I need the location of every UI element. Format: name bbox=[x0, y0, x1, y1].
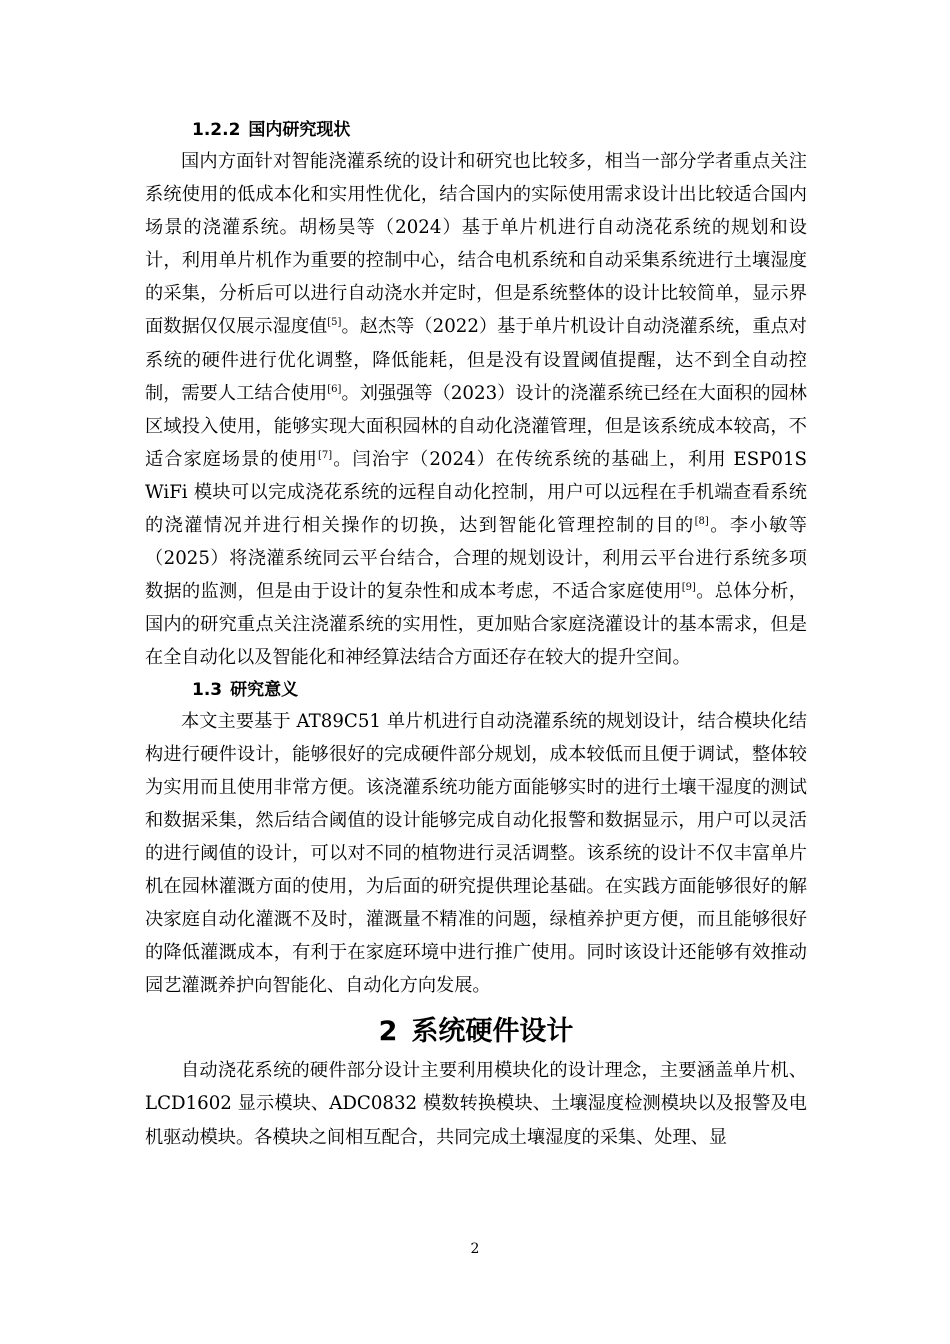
section-number: 1.3 bbox=[192, 679, 223, 700]
page-content bbox=[145, 115, 807, 1154]
text-run: 国内方面针对智能浇灌系统的设计和研究也比较多，相当一部分学者重点关注系统使用的低成本化和实用性优化，结合国内的实际使用需求设计出比较适合国内场景的浇灌系统。胡杨昊等（2024）基于单片机进行自动浇花系统的规划和设计，利用单片机作为重要的控制中心，结合电机系统和自动采集系统进行土壤湿度的采集，分析后可以进行自动浇水并定时，但是系统整体的设计比较简单，显示界面数据仅仅展示湿度值 bbox=[145, 151, 807, 338]
citation-ref: [6] bbox=[327, 383, 342, 395]
section-title: 研究意义 bbox=[230, 679, 299, 700]
section-number: 1.2.2 bbox=[192, 120, 241, 140]
chapter-number: 2 bbox=[378, 1016, 398, 1048]
text-run: 。刘强强等（2023）设计的浇灌系统已经在大面积的园林区域投入使用，能够实现大面积园林的自动化浇灌管理，但是该系统成本较高，不适合家庭场景的使用 bbox=[145, 382, 807, 470]
chapter-heading-2 bbox=[145, 1010, 807, 1054]
citation-ref: [9] bbox=[681, 582, 696, 594]
paragraph-research-significance: 本文主要基于 AT89C51 单片机进行自动浇灌系统的规划设计，结合模块化结构进行硬件设计，能够很好的完成硬件部分规划，成本较低而且便于调试，整体较为实用而且使用非常方便。该浇灌系统功能方面能够实时的进行土壤干湿度的测试和数据采集，然后结合阈值的设计能够完成自动化报警和数据显示，用户可以灵活的进行阈值的设计，可以对不同的植物进行灵活调整。该系统的设计不仅丰富单片机在园林灌溉方面的使用，为后面的研究提供理论基础。在实践方面能够很好的解决家庭自动化灌溉不及时，灌溉量不精准的问题，绿植养护更方便，而且能够很好的降低灌溉成本，有利于在家庭环境中进行推广使用。同时该设计还能够有效推动园艺灌溉养护向智能化、自动化方向发展。 bbox=[145, 710, 807, 997]
section-heading-1-3 bbox=[145, 675, 807, 705]
citation-ref: [7] bbox=[318, 449, 333, 461]
chapter-title: 系统硬件设计 bbox=[411, 1016, 574, 1048]
citation-ref: [5] bbox=[327, 317, 342, 329]
text-run: 。总体分析，国内的研究重点关注浇灌系统的实用性，更加贴合家庭浇灌设计的基本需求，但是在全自动化以及智能化和神经算法结合方面还存在较大的提升空间。 bbox=[145, 581, 807, 669]
paragraph-domestic-research bbox=[145, 145, 807, 675]
text-run: 。赵杰等（2022）基于单片机设计自动浇灌系统，重点对系统的硬件进行优化调整，降低能耗，但是没有设置阈值提醒，达不到全自动控制，需要人工结合使用 bbox=[145, 316, 807, 404]
citation-ref: [8] bbox=[694, 515, 709, 527]
text-run: 。闫治宇（2024）在传统系统的基础上，利用 ESP01S WiFi 模块可以完成浇花系统的远程自动化控制，用户可以远程在手机端查看系统的浇灌情况并进行相关操作的切换，达到智能化管理控制的目的 bbox=[145, 448, 807, 537]
section-heading-1-2-2 bbox=[145, 115, 807, 145]
text-run: 。李小敏等（2025）将浇灌系统同云平台结合，合理的规划设计，利用云平台进行系统多项数据的监测，但是由于设计的复杂性和成本考虑，不适合家庭使用 bbox=[145, 515, 807, 603]
section-title: 国内研究现状 bbox=[248, 120, 351, 140]
page-number: 2 bbox=[470, 1241, 480, 1257]
paragraph-hardware-design: 自动浇花系统的硬件部分设计主要利用模块化的设计理念，主要涵盖单片机、LCD1602 显示模块、ADC0832 模数转换模块、土壤湿度检测模块以及报警及电机驱动模块。各模块之间相互配合，共同完成土壤湿度的采集、处理、显 bbox=[145, 1060, 807, 1148]
